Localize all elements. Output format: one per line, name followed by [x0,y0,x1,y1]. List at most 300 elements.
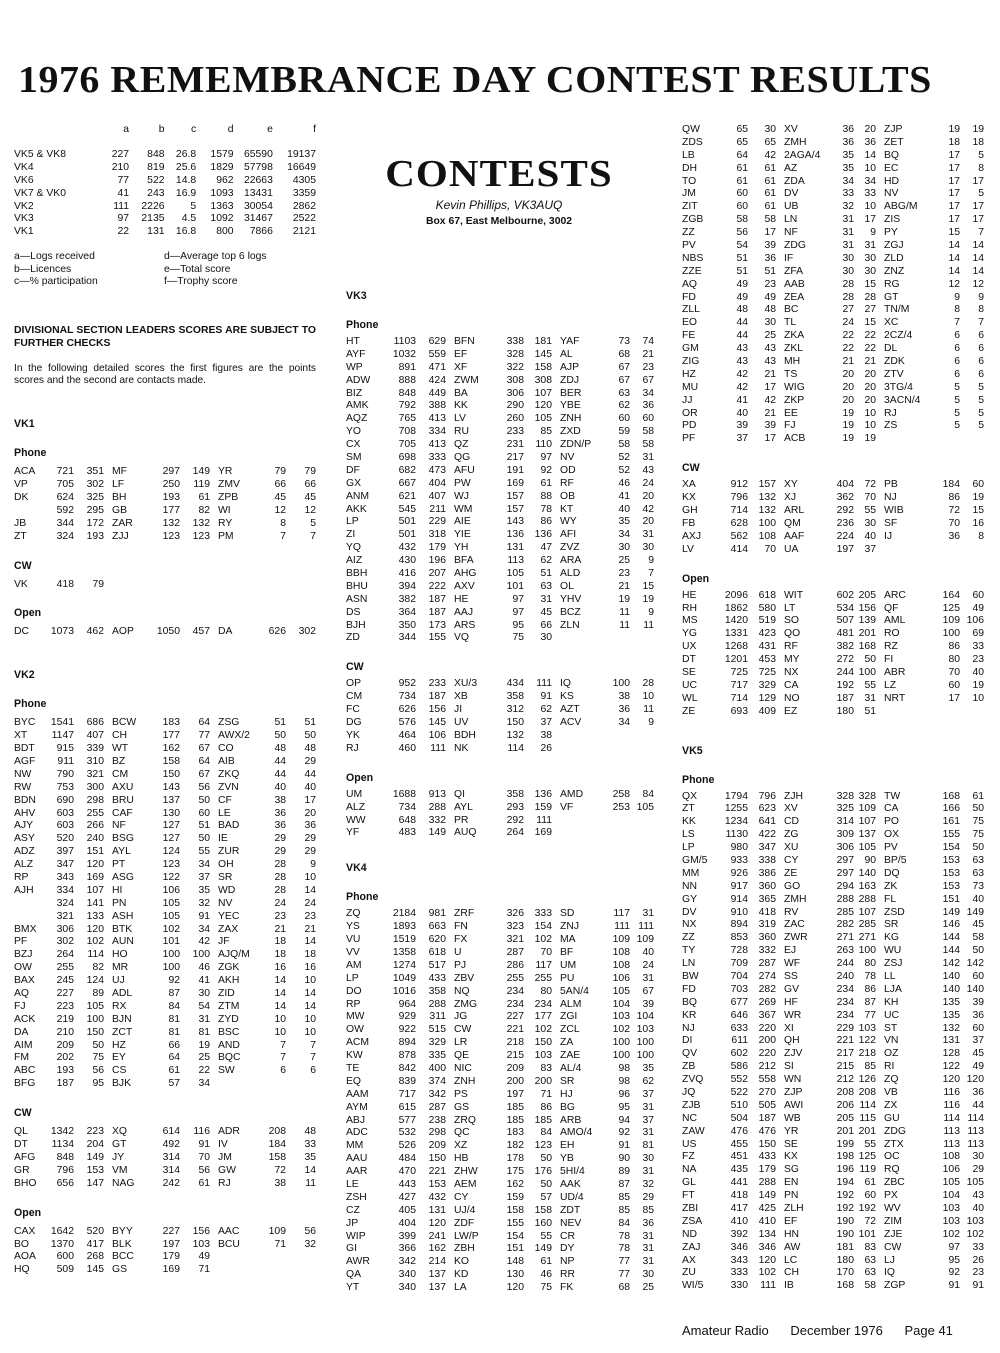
callsign: EH [560,1140,575,1152]
callsign: BDT [14,743,35,755]
points [598,632,630,645]
contacts: 318 [428,529,446,541]
points: 23 [274,910,286,922]
points: 734 [398,691,416,703]
callsign: CY [454,1191,469,1203]
points: 72 [948,505,960,517]
contacts: 58 [864,1280,876,1292]
callsign: AWX/2 [218,730,250,742]
points: 343 [56,872,74,884]
points: 155 [942,829,960,841]
points: 501 [398,529,416,541]
callsign: AHG [454,568,477,580]
contacts: 35 [642,1062,654,1074]
callsign: BJN [112,1013,132,1025]
callsign: LJA [884,983,902,995]
contacts: 34 [198,859,210,871]
callsign: ZFA [784,265,804,277]
callsign: ZAC [784,919,805,931]
callsign: AYL [454,801,473,813]
points: 914 [730,893,748,905]
points: 244 [836,958,854,970]
score-row [14,911,316,924]
points: 113 [943,1125,960,1137]
score-table [14,626,316,639]
callsign: UM [560,959,577,971]
callsign: RW [14,781,32,793]
summary-cell: 16.8 [175,226,197,238]
points: 192 [836,679,854,691]
points: 6 [280,1065,286,1077]
callsign: ZZ [682,932,695,944]
score-row [682,881,990,894]
callsign: AWR [346,1256,370,1268]
points: 95 [512,619,524,631]
contacts: 116 [193,1126,210,1138]
contacts: 5 [978,394,984,406]
points: 842 [398,1062,416,1074]
points: 123 [162,530,180,542]
points: 600 [56,1251,74,1263]
contacts: 103 [966,1215,984,1227]
points: 49 [736,278,748,290]
points: 321 [506,934,524,946]
callsign: RQ [884,1164,900,1176]
callsign: OH [218,859,234,871]
callsign: WN [784,1074,802,1086]
points: 46 [618,477,630,489]
callsign: AW [784,1241,801,1253]
score-row [346,1127,654,1140]
contacts: 30 [972,1151,984,1163]
callsign: WL [682,692,698,704]
points: 347 [56,859,74,871]
callsign: LN [682,958,696,970]
callsign: AIB [218,756,235,767]
contacts: 105 [858,842,876,854]
contacts: 49 [972,602,984,614]
contacts: 342 [428,1088,446,1100]
callsign: PR [454,814,469,826]
callsign: ZD [346,632,360,644]
contacts: 91 [540,691,552,703]
score-row [682,984,990,997]
contacts: 10 [972,692,984,704]
score-row [682,1203,990,1216]
callsign: JB [14,517,27,529]
score-row [682,842,990,855]
points: 153 [942,880,960,892]
callsign: KX [682,492,696,504]
callsign: NBS [682,252,704,264]
callsign: AJQ/M [218,949,250,961]
callsign: VQ [454,632,470,644]
contacts: 83 [540,1062,552,1074]
contacts: 14 [972,252,984,264]
points: 35 [842,149,854,161]
score-row [682,1229,990,1242]
score-row [346,413,654,426]
points [256,1251,286,1264]
callsign: NEV [560,1217,582,1229]
contacts: 78 [540,503,552,515]
callsign: BC [784,304,799,316]
callsign: BHO [14,1177,37,1189]
points: 5 [954,407,960,419]
callsign: NA [682,1164,697,1176]
score-row [346,439,654,452]
callsign: ZLD [884,252,904,264]
points: 382 [398,593,416,605]
contacts: 140 [858,867,876,879]
callsign: ASH [112,910,134,922]
points: 1342 [50,1126,74,1138]
points: 14 [948,252,960,264]
contacts: 90 [864,854,876,866]
contacts: 30 [764,317,776,329]
summary-cell: 19137 [287,149,316,160]
callsign: OZ [884,1048,899,1060]
contacts: 10 [304,872,316,884]
callsign: TL [784,317,797,329]
vk4-open-heading: Open [682,572,710,585]
callsign: ZLN [560,619,580,631]
contacts: 142 [966,958,984,970]
points: 292 [836,505,854,517]
points: 169 [162,1264,180,1276]
score-row [14,898,316,911]
score-row [14,756,316,769]
score-row [346,691,654,704]
callsign: BG [560,1101,576,1113]
score-table [14,1126,316,1190]
summary-cell: 210 [111,161,130,173]
callsign: WIT [784,589,804,601]
points: 894 [398,1037,416,1049]
callsign: ZRF [454,908,475,920]
points: 18 [274,936,286,948]
points: 1274 [392,959,416,971]
contacts: 79 [304,466,316,478]
score-row [346,426,654,439]
callsign: ZTM [218,1000,240,1012]
callsign: ZWM [454,374,479,386]
points: 34 [618,529,630,541]
points: 1420 [724,615,748,627]
callsign [876,706,934,719]
summary-cell: 2121 [292,226,316,238]
callsign: WW [346,814,366,826]
contacts: 558 [758,1074,776,1086]
contacts: 360 [758,880,776,892]
points: 105 [506,568,524,580]
callsign: KR [682,1009,697,1021]
points: 65 [736,124,748,135]
contacts: 73 [972,880,984,892]
score-row [346,465,654,478]
vk1-open-heading: Open [14,607,42,620]
points: 59 [618,426,630,438]
callsign: NRT [884,692,906,704]
callsign: CA [784,679,799,691]
callsign: JM [218,1151,232,1163]
score-row [682,330,990,343]
callsign: QH [784,1035,800,1047]
vk2-open-heading: Open [14,1206,42,1219]
contacts: 36 [304,820,316,832]
points: 952 [398,678,416,690]
score-row [346,1076,654,1089]
points: 264 [56,949,74,961]
contacts: 31 [864,240,876,252]
points: 322 [506,361,524,373]
callsign: GY [682,893,698,905]
callsign: UX [682,641,697,653]
points: 40 [274,781,286,793]
contacts: 519 [758,615,776,627]
contacts: 45 [304,491,316,503]
contacts: 29 [304,833,316,845]
contacts: 103 [858,1022,876,1034]
score-row [14,1264,316,1277]
contacts: 310 [86,756,104,767]
callsign: HF [784,996,798,1008]
contacts: 255 [534,972,552,984]
points: 334 [56,884,74,896]
callsign: LT [784,602,796,614]
contacts: 18 [972,136,984,148]
points: 61 [736,162,748,174]
contacts: 6 [978,368,984,380]
callsign: GX [346,477,362,489]
contacts: 30 [642,1153,654,1165]
callsign: ZT [682,803,695,815]
score-row [682,304,990,317]
callsign: OC [884,1151,900,1163]
contacts: 358 [428,985,446,997]
callsign: DY [560,1243,575,1255]
callsign: SR [884,919,899,931]
callsign: BW [682,970,699,982]
contacts: 20 [864,368,876,380]
callsign: ZID [218,988,235,1000]
contacts: 287 [428,1101,446,1113]
contacts: 25 [642,1282,654,1294]
callsign: AYM [346,1101,368,1113]
points: 28 [842,278,854,290]
callsign: LC [784,1254,798,1266]
contacts: 51 [304,717,316,729]
contacts: 209 [428,1140,446,1152]
callsign: HO [112,949,128,961]
contacts: 328 [858,790,876,802]
callsign [210,1264,256,1277]
contacts: 50 [972,803,984,815]
contacts: 133 [86,910,104,922]
points: 144 [942,945,960,957]
callsign: SG [784,1164,800,1176]
points: 1073 [50,626,74,638]
contacts [630,815,654,828]
callsign: ZKP [784,394,805,406]
callsign [14,505,44,518]
contacts: 150 [758,1138,776,1150]
score-row [682,1048,990,1061]
callsign: AIZ [346,555,363,567]
contacts: 422 [758,829,776,841]
points: 39 [736,420,748,432]
contacts: 95 [92,1078,104,1090]
contacts: 106 [428,729,446,741]
contacts: 21 [764,368,776,380]
callsign: LP [346,516,359,528]
callsign: DV [682,906,697,918]
contacts: 56 [304,1225,316,1237]
contacts: 105 [86,1000,104,1012]
legend-item: f—Trophy score [164,276,238,288]
score-row [346,1153,654,1166]
points: 888 [398,374,416,386]
score-row [346,743,654,756]
contacts: 19 [642,593,654,605]
callsign: AAU [346,1153,368,1165]
callsign: WI [218,504,231,516]
callsign: CO [218,743,234,755]
legend-item: c—% participation [14,276,98,288]
callsign: OX [884,829,900,841]
points: 162 [506,1178,524,1190]
points: 244 [836,666,854,678]
contacts: 46 [198,962,210,974]
callsign: XF [454,361,468,373]
points: 312 [506,704,524,716]
contacts: 30 [198,988,210,1000]
score-row [14,1251,316,1264]
callsign: ZT [14,530,27,542]
points: 399 [398,1230,416,1242]
points: 17 [948,201,960,213]
points: 144 [942,932,960,944]
contacts: 115 [859,1112,876,1124]
points: 41 [736,394,748,406]
contacts: 131 [428,1204,446,1216]
score-table [682,124,990,446]
callsign: LV [682,543,694,555]
callsign: EJ [784,945,797,957]
contacts: 12 [304,504,316,516]
points: 358 [506,691,524,703]
callsign: 2CZ/4 [884,330,913,342]
points: 48 [736,304,748,316]
contacts: 60 [972,1022,984,1034]
callsign: BSC [218,1026,240,1038]
contacts: 386 [758,867,776,879]
score-row [682,907,990,920]
points: 140 [942,983,960,995]
callsign: OD [560,464,576,476]
points: 175 [506,1166,524,1178]
callsign: JF [218,936,230,948]
contacts: 63 [972,854,984,866]
points: 124 [162,846,180,858]
callsign: ZKA [784,330,805,342]
score-row [682,1139,990,1152]
contacts: 117 [535,959,552,971]
points [934,544,960,557]
points: 324 [56,530,74,542]
points: 9 [954,291,960,303]
contacts: 124 [86,975,104,987]
points: 626 [268,626,286,638]
points: 344 [398,632,416,644]
callsign: ZNZ [884,265,905,277]
contacts: 141 [86,897,104,909]
callsign: ZDF [454,1217,475,1229]
score-row [346,1115,654,1128]
callsign: LS [682,829,695,841]
footer-page: Page 41 [904,1323,953,1338]
footer-magazine: Amateur Radio [682,1323,769,1338]
callsign: ZZE [682,265,702,277]
contacts: 120 [534,400,552,412]
callsign: TY [682,945,696,957]
points: 626 [398,704,416,716]
callsign: NV [884,188,899,200]
callsign: NV [560,452,575,464]
points: 132 [162,517,180,529]
contacts: 71 [198,1264,210,1276]
callsign: ZG [784,829,799,841]
score-row [14,988,316,1001]
callsign: ZCT [112,1026,133,1038]
points: 709 [730,958,748,970]
contacts: 367 [758,1009,776,1021]
points: 151 [506,1243,524,1255]
points: 205 [836,1112,854,1124]
points [934,706,960,719]
points: 628 [730,517,748,529]
points: 98 [618,1075,630,1087]
points: 302 [56,936,74,948]
points: 184 [942,479,960,491]
points: 106 [612,972,630,984]
score-row [14,466,316,479]
callsign: CZ [346,1204,360,1216]
summary-cell: 243 [147,187,165,199]
contacts: 212 [758,1061,776,1073]
callsign: CA [884,803,899,815]
summary-cell: 2226 [141,200,165,212]
contacts: 192 [858,1203,876,1215]
score-row [682,163,990,176]
points: 611 [731,1035,748,1047]
contacts: 31 [864,692,876,704]
contacts: 78 [864,970,876,982]
contacts: 16 [304,962,316,974]
contacts: 9 [648,717,654,729]
contacts: 229 [428,516,446,528]
callsign: SE [682,666,696,678]
contacts: 51 [864,705,876,717]
callsign: PF [682,433,696,445]
callsign: BAX [14,975,35,987]
contacts: 404 [428,477,446,489]
points: 405 [398,1204,416,1216]
score-row [682,654,990,667]
contacts: 7 [978,317,984,329]
contacts: 159 [534,801,552,813]
points: 6 [954,330,960,342]
